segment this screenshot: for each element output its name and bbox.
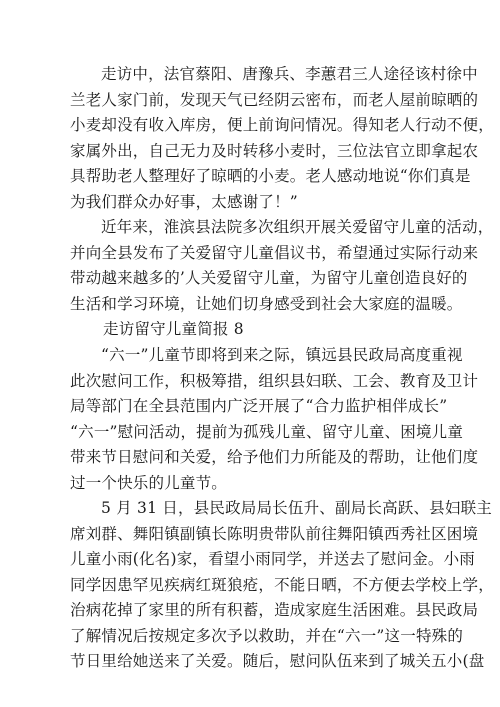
text-line: 治病花掉了家里的所有积蓄，造成家庭生活困难。县民政局	[70, 601, 479, 619]
text-line: 局等部门在全县范围内广泛开展了“合力监护相伴成长”	[70, 397, 448, 415]
text-line: 过一个快乐的儿童节。	[70, 473, 228, 492]
text-line: 走访中，法官蔡阳、唐豫兵、李蕙君三人途径该村徐中	[101, 65, 478, 83]
text-line: 小麦却没有收入库房，便上前询问情况。得知老人行动不便，	[70, 116, 494, 134]
paragraph-may-31-visit	[70, 496, 494, 675]
text-line: 此次慰问工作，积极筹措，组织县妇联、工会、教育及卫计	[70, 371, 479, 390]
text-line: 并向全县发布了关爱留守儿童倡议书，希望通过实际行动来	[70, 243, 479, 262]
paragraph-court-visit	[70, 62, 494, 215]
text-line: “六一”儿童节即将到来之际，镇远县民政局高度重视	[101, 346, 463, 364]
text-line: 节日里给她送来了关爱。随后，慰问队伍来到了城关五小(盘	[70, 652, 485, 670]
text-line: 了解情况后按规定多次予以救助，并在“六一”这一特殊的	[70, 626, 464, 645]
text-line: “六一”慰问活动，提前为孤残儿童、留守儿童、困境儿童	[70, 422, 464, 441]
paragraph-court-initiative	[70, 215, 494, 317]
text-line: 同学因患罕见疾病红斑狼疮，不能日晒，不方便去学校上学，	[70, 575, 494, 594]
text-line: 带动越来越多的’人关爱留守儿童，为留守儿童创造良好的	[70, 269, 468, 287]
text-line: 席刘群、舞阳镇副镇长陈明贵带队前往舞阳镇西秀社区困境	[70, 524, 479, 543]
text-line: 具帮助老人整理好了晾晒的小麦。老人感动地说“你们真是	[70, 167, 471, 185]
text-line: 为我们群众办好事，太感谢了！”	[70, 192, 298, 211]
text-line: 儿童小雨(化名)家，看望小雨同学，并送去了慰问金。小雨	[70, 550, 475, 568]
text-line: 近年来，淮滨县法院多次组织开展关爱留守儿童的活动，	[101, 218, 494, 236]
text-line: 家属外出，自己无力及时转移小麦时，三位法官立即拿起农	[70, 141, 479, 160]
text-line: 带来节日慰问和关爱，给予他们力所能及的帮助，让他们度	[70, 448, 479, 466]
text-line: 5 月 31 日，县民政局局长伍升、副局长高跃、县妇联主	[101, 499, 492, 517]
text-line: 兰老人家门前，发现天气已经阴云密布，而老人屋前晾晒的	[70, 90, 479, 109]
text-line: 生活和学习环境，让她们切身感受到社会大家庭的温暖。	[70, 294, 463, 313]
section-heading: 走访留守儿童简报 8	[103, 320, 244, 338]
paragraph-childrens-day	[70, 343, 479, 496]
